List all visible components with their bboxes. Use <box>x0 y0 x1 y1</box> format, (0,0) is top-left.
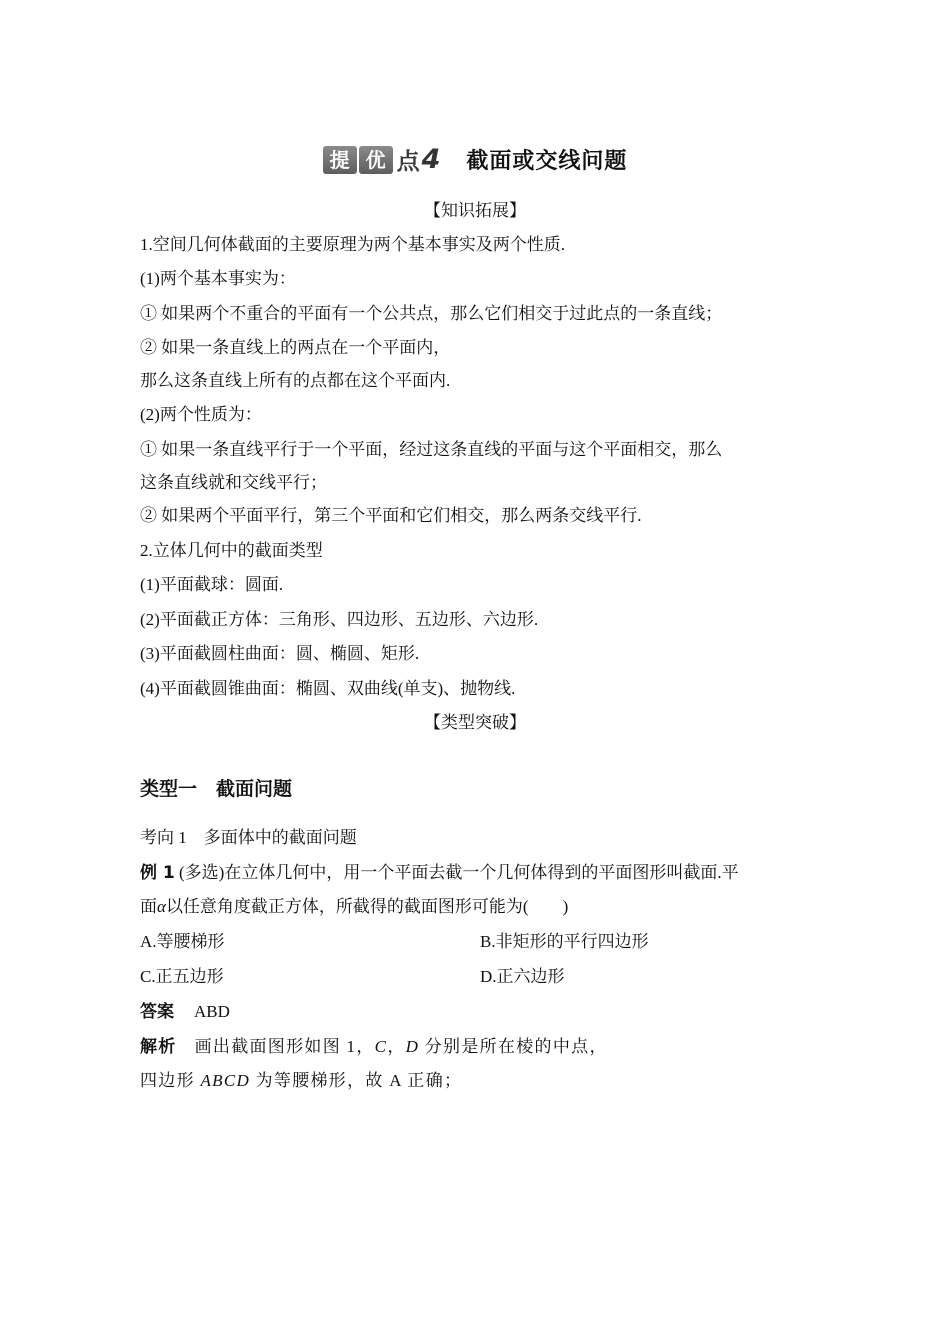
knowledge-line-1: 1.空间几何体截面的主要原理为两个基本事实及两个性质. <box>140 235 565 254</box>
knowledge-line-14: (4)平面截圆锥曲面：椭圆、双曲线(单支)、抛物线. <box>140 679 516 698</box>
title-text: 截面或交线问题 <box>466 149 628 174</box>
badge-char-ti: 提 <box>323 146 357 174</box>
type-heading: 【类型突破】 <box>424 713 526 732</box>
answer-value: ABD <box>194 1002 230 1021</box>
knowledge-line-10: 2.立体几何中的截面类型 <box>140 541 323 560</box>
knowledge-line-5: 那么这条直线上所有的点都在这个平面内. <box>140 371 451 390</box>
analysis-text-1b: 分别是所在棱的中点， <box>419 1037 608 1056</box>
answer-line <box>140 1001 230 1023</box>
example-line-2 <box>140 896 568 918</box>
example-text-2a: 面 <box>140 897 157 916</box>
badge-number: 4 <box>421 144 441 175</box>
knowledge-line-9: ② 如果两个平面平行，第三个平面和它们相交，那么两条交线平行. <box>140 506 642 525</box>
quad-abcd: ABCD <box>200 1071 251 1090</box>
analysis-text-2b: 为等腰梯形，故 A 正确； <box>250 1071 463 1090</box>
type-section-title: 类型一 截面问题 <box>140 778 293 800</box>
point-d: D <box>405 1037 420 1056</box>
section-title <box>0 143 950 176</box>
badge-char-dian: 点 <box>396 149 420 175</box>
example-label: 例 1 <box>140 863 175 883</box>
knowledge-line-2: (1)两个基本事实为： <box>140 269 296 288</box>
option-c: C.正五边形 <box>140 967 224 986</box>
example-line-1 <box>140 862 739 884</box>
knowledge-line-11: (1)平面截球：圆面. <box>140 575 284 594</box>
knowledge-heading: 【知识拓展】 <box>424 201 526 220</box>
point-c: C <box>374 1037 388 1056</box>
badge-logo <box>323 143 441 176</box>
knowledge-line-8: 这条直线就和交线平行； <box>140 473 327 492</box>
example-text-2b: 以任意角度截正方体，所截得的截面图形可能为( ) <box>165 897 569 916</box>
knowledge-line-7: ① 如果一条直线平行于一个平面，经过这条直线的平面与这个平面相交，那么 <box>140 440 723 459</box>
option-b: B.非矩形的平行四边形 <box>480 932 649 951</box>
alpha-symbol: α <box>157 897 166 916</box>
analysis-line-2 <box>140 1070 462 1092</box>
knowledge-line-13: (3)平面截圆柱曲面：圆、椭圆、矩形. <box>140 644 420 663</box>
analysis-label: 解析 <box>140 1037 177 1057</box>
knowledge-line-6: (2)两个性质为： <box>140 405 262 424</box>
knowledge-line-12: (2)平面截正方体：三角形、四边形、五边形、六边形. <box>140 610 539 629</box>
answer-label: 答案 <box>140 1002 174 1022</box>
analysis-line-1 <box>140 1036 608 1058</box>
option-a: A.等腰梯形 <box>140 932 225 951</box>
badge-char-you: 优 <box>359 146 393 174</box>
analysis-sep: ， <box>387 1037 406 1056</box>
knowledge-line-3: ① 如果两个不重合的平面有一个公共点，那么它们相交于过此点的一条直线； <box>140 304 723 323</box>
analysis-text-1a: 画出截面图形如图 1， <box>194 1037 375 1056</box>
option-d: D.正六边形 <box>480 967 565 986</box>
direction-title: 考向 1 多面体中的截面问题 <box>140 828 357 847</box>
knowledge-line-4: ② 如果一条直线上的两点在一个平面内， <box>140 338 451 357</box>
analysis-text-2a: 四边形 <box>140 1071 201 1090</box>
example-text-1: (多选)在立体几何中，用一个平面去截一个几何体得到的平面图形叫截面.平 <box>174 863 739 882</box>
